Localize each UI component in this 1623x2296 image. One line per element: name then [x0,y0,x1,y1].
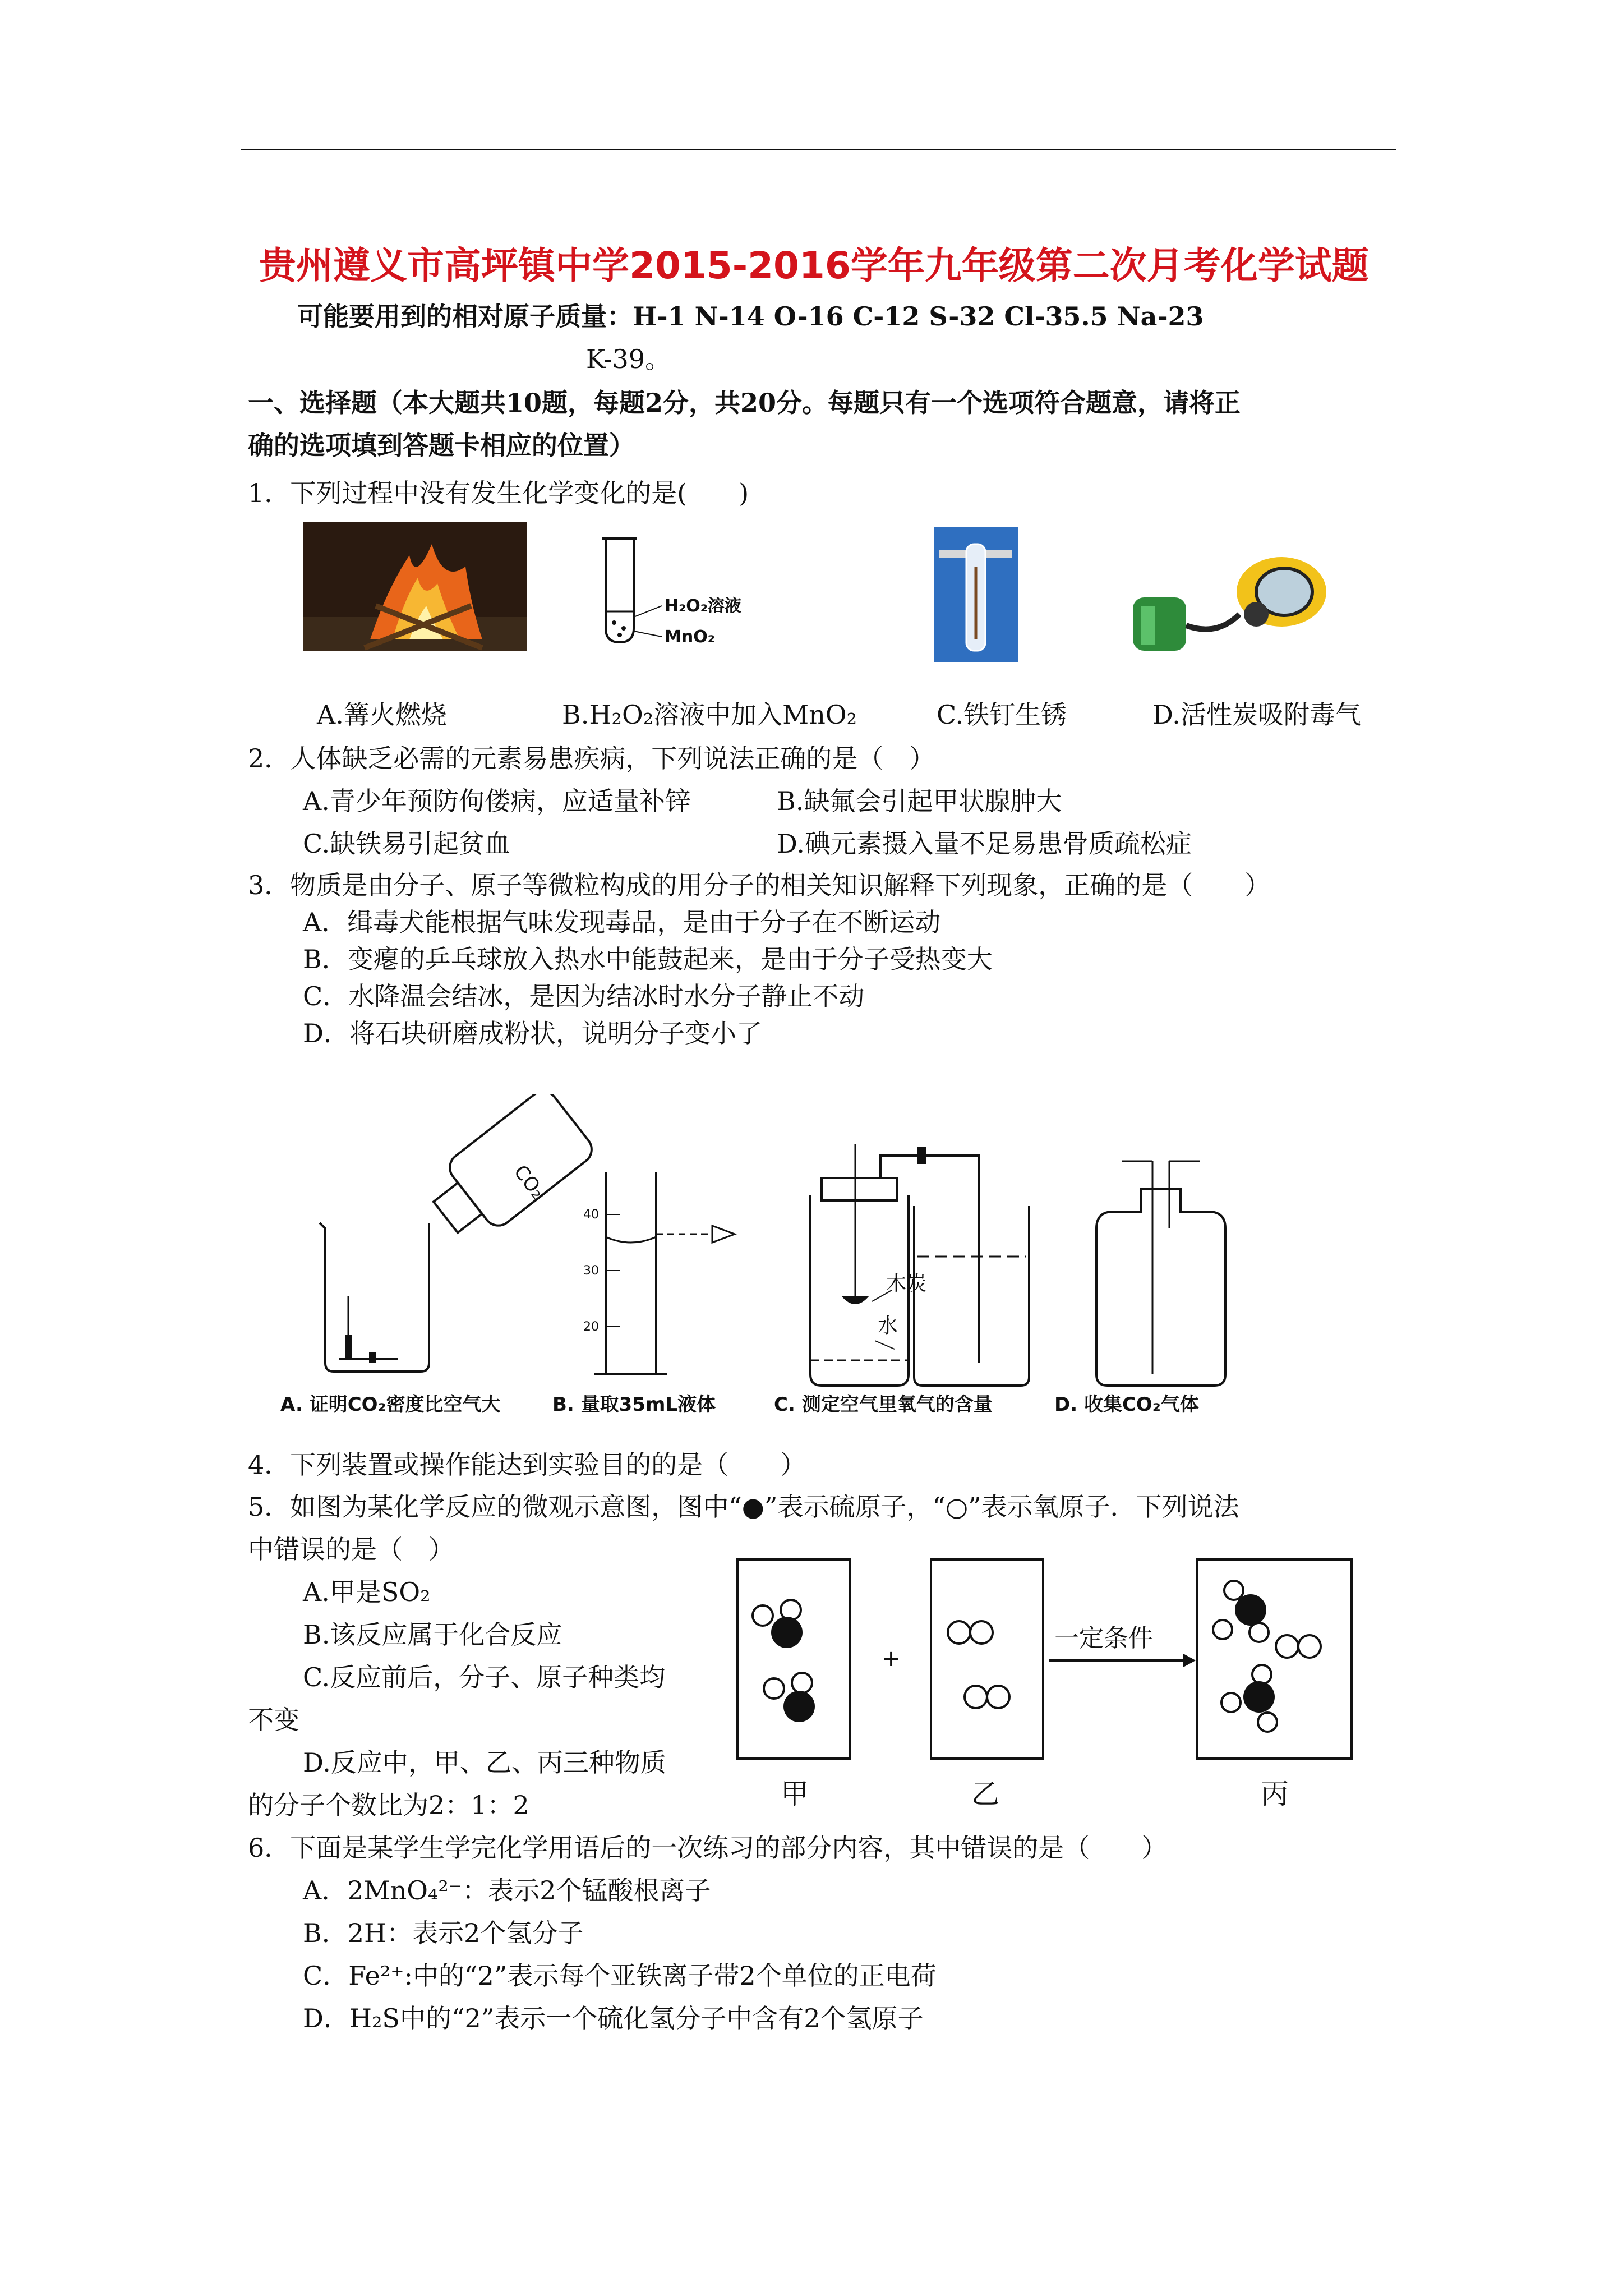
q6-option-c: C．Fe²⁺:中的“2”表示每个亚铁离子带2个单位的正电荷 [303,1961,937,1991]
q3-stem: 3．物质是由分子、原子等微粒构成的用分子的相关知识解释下列现象，正确的是（ ） [248,870,1271,900]
q3-option-a: A．缉毒犬能根据气味发现毒品，是由于分子在不断运动 [303,907,941,937]
q5-option-a: A.甲是SO₂ [303,1577,431,1607]
q5-stem: 5．如图为某化学反应的微观示意图，图中“●”表示硫原子，“○”表示氧原子．下列说法 [248,1492,1239,1522]
cyl-tick-30: 30 [583,1264,599,1278]
reaction-diagram [729,1554,1380,1823]
header-rule [241,149,1396,150]
section-heading: 一、选择题（本大题共10题，每题2分，共20分。每题只有一个选项符合题意，请将正 [248,388,1241,418]
q3-option-c: C．水降温会结冰，是因为结冰时水分子静止不动 [303,981,865,1011]
q6-stem: 6．下面是某学生学完化学用语后的一次练习的部分内容，其中错误的是（ ） [248,1833,1168,1863]
page-title: 贵州遵义市高坪镇中学2015-2016学年九年级第二次月考化学试题 [259,244,1369,287]
atomic-mass-line: 可能要用到的相对原子质量：H-1 N-14 O-16 C-12 S-32 Cl-35.5 Na-23 [297,301,1204,332]
q4-stem: 4．下列装置或操作能达到实验目的的是（ ） [248,1450,806,1480]
beaker-with-bottle-diagram [320,1094,597,1372]
fig-caption-a: A. 证明CO₂密度比空气大 [280,1393,501,1416]
oxygen-measurement-diagram [810,1144,1029,1386]
charcoal-label: 木炭 [886,1272,927,1295]
q2-option-b: B.缺氟会引起甲状腺肿大 [777,786,1062,816]
q3-option-d: D．将石块研磨成粉状，说明分子变小了 [303,1018,762,1048]
q6-option-d: D．H₂S中的“2”表示一个硫化氢分子中含有2个氢原子 [303,2003,924,2033]
q2-option-c: C.缺铁易引起贫血 [303,829,511,859]
q1-option-d: D.活性炭吸附毒气 [1152,700,1361,730]
label-jia: 甲 [781,1778,809,1810]
tube-label-mno2: MnO₂ [665,627,715,647]
measuring-cylinder-diagram [583,1172,735,1374]
q6-option-a: A．2MnO₄²⁻：表示2个锰酸根离子 [303,1875,711,1906]
fig-caption-d: D. 收集CO₂气体 [1054,1393,1199,1416]
bonfire-image [303,522,527,651]
q5-stem-cont: 中错误的是（ ） [248,1534,454,1565]
cyl-tick-40: 40 [583,1208,599,1222]
q5-option-c-cont: 不变 [248,1705,299,1735]
label-yi: 乙 [971,1778,999,1810]
atomic-mass-line-cont: K-39。 [586,344,671,374]
section-heading-cont: 确的选项填到答题卡相应的位置） [248,430,635,461]
q1-option-b: B.H₂O₂溶液中加入MnO₂ [562,700,857,730]
co2-bottle-label: CO₂ [509,1161,549,1203]
fig-caption-b: B. 量取35mL液体 [552,1393,716,1416]
q5-option-c: C.反应前后，分子、原子种类均 [303,1662,666,1692]
q3-option-b: B．变瘪的乒乓球放入热水中能鼓起来，是由于分子受热变大 [303,944,993,974]
test-tube-diagram [594,527,796,656]
q2-option-d: D.碘元素摄入量不足易患骨质疏松症 [777,829,1192,859]
q6-option-b: B．2H：表示2个氢分子 [303,1918,584,1948]
q1-option-c: C.铁钉生锈 [937,700,1067,730]
rusting-nail-image [934,527,1018,662]
q2-stem: 2．人体缺乏必需的元素易患疾病，下列说法正确的是（ ） [248,743,935,774]
gas-collection-bottle-diagram [1096,1161,1225,1386]
q5-option-d: D.反应中，甲、乙、丙三种物质 [303,1747,666,1778]
plus-sign: + [882,1646,901,1672]
gas-mask-image [1127,553,1340,656]
water-label: 水 [878,1314,898,1337]
q1-stem: 1．下列过程中没有发生化学变化的是( ) [248,478,749,508]
q5-option-b: B.该反应属于化合反应 [303,1619,562,1650]
fig-caption-c: C. 测定空气里氧气的含量 [774,1393,993,1416]
tube-label-h2o2: H₂O₂溶液 [665,596,741,616]
cyl-tick-20: 20 [583,1320,599,1334]
q4-apparatus-figure [269,1094,1352,1430]
q2-option-a: A.青少年预防佝偻病，应适量补锌 [303,786,691,816]
label-bing: 丙 [1261,1778,1289,1810]
arrow-condition-label: 一定条件 [1054,1624,1153,1653]
q5-option-d-cont: 的分子个数比为2：1：2 [248,1790,529,1820]
q1-option-a: A.篝火燃烧 [317,700,447,730]
